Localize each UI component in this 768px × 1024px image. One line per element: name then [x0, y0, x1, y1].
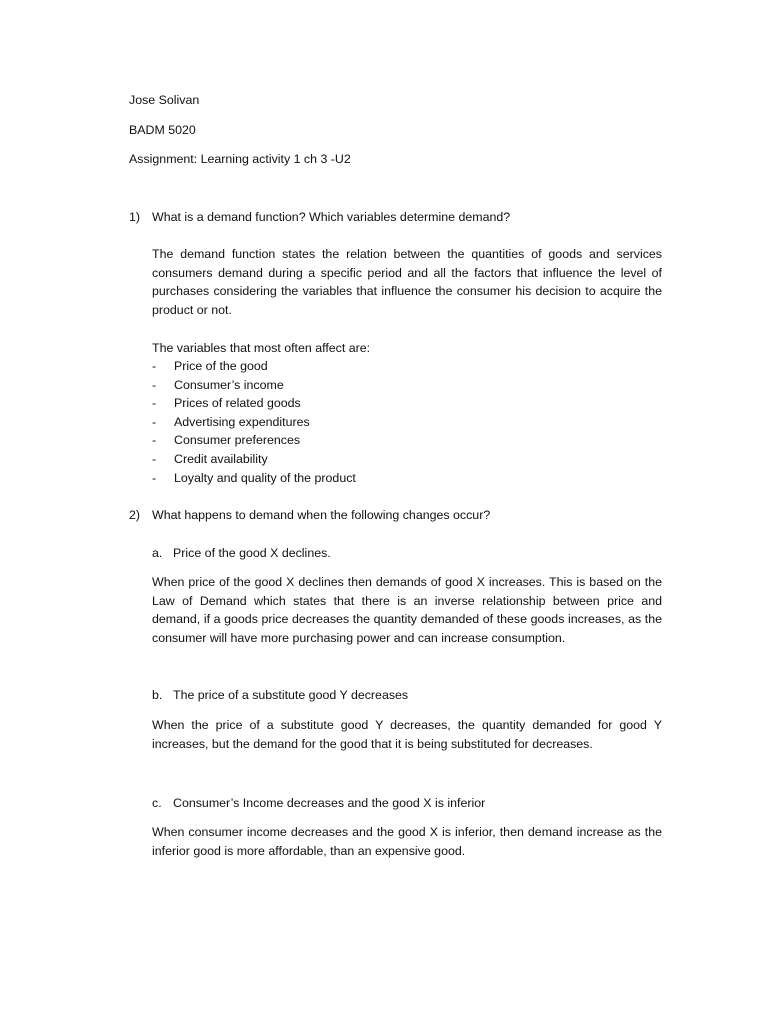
variables-intro: The variables that most often affect are:	[152, 341, 371, 355]
list-item: - Consumer preferences	[152, 433, 301, 448]
question-text: What is a demand function? Which variables determine demand?	[152, 210, 511, 224]
question-2	[129, 506, 490, 525]
list-item: - Consumer’s income	[152, 377, 284, 392]
list-item: - Advertising expenditures	[152, 414, 310, 429]
part-a-answer: When price of the good X declines then demands of good X increases. This is based on the Law of Demand which states that there is an inverse relationship between price and demand, if a goods price decreases the quantity demanded of these goods increases, as the consumer will have more purchasing power and can increase consumption.	[152, 575, 662, 645]
question-number: 2)	[129, 508, 141, 522]
course-code: BADM 5020	[129, 123, 196, 137]
part-a-heading: a. Price of the good X declines.	[152, 546, 331, 560]
part-b-heading: b. The price of a substitute good Y decreases	[152, 688, 409, 702]
assignment-title: Assignment: Learning activity 1 ch 3 -U2	[129, 152, 351, 166]
question-1	[129, 208, 510, 227]
list-item: - Loyalty and quality of the product	[152, 470, 356, 485]
part-b-answer: When the price of a substitute good Y decreases, the quantity demanded for good Y increases, but the demand for the good that it is being substituted for decreases.	[152, 718, 662, 751]
answer-1-paragraph: The demand function states the relation between the quantities of goods and services consumers demand during a specific period and all the factors that influence the level of purchases considering the variables that influence the consumer his decision to acquire the product or not.	[152, 247, 662, 317]
list-item: - Prices of related goods	[152, 396, 301, 411]
list-item: - Price of the good	[152, 359, 268, 373]
part-c-answer: When consumer income decreases and the good X is inferior, then demand increase as the inferior good is more affordable, than an expensive good.	[152, 825, 662, 858]
part-c-heading: c. Consumer’s Income decreases and the good X is inferior	[152, 796, 486, 810]
list-item: - Credit availability	[152, 451, 268, 466]
variables-list	[152, 357, 356, 487]
question-number: 1)	[129, 210, 141, 224]
question-text: What happens to demand when the following changes occur?	[152, 508, 491, 522]
author-name: Jose Solivan	[129, 93, 200, 107]
